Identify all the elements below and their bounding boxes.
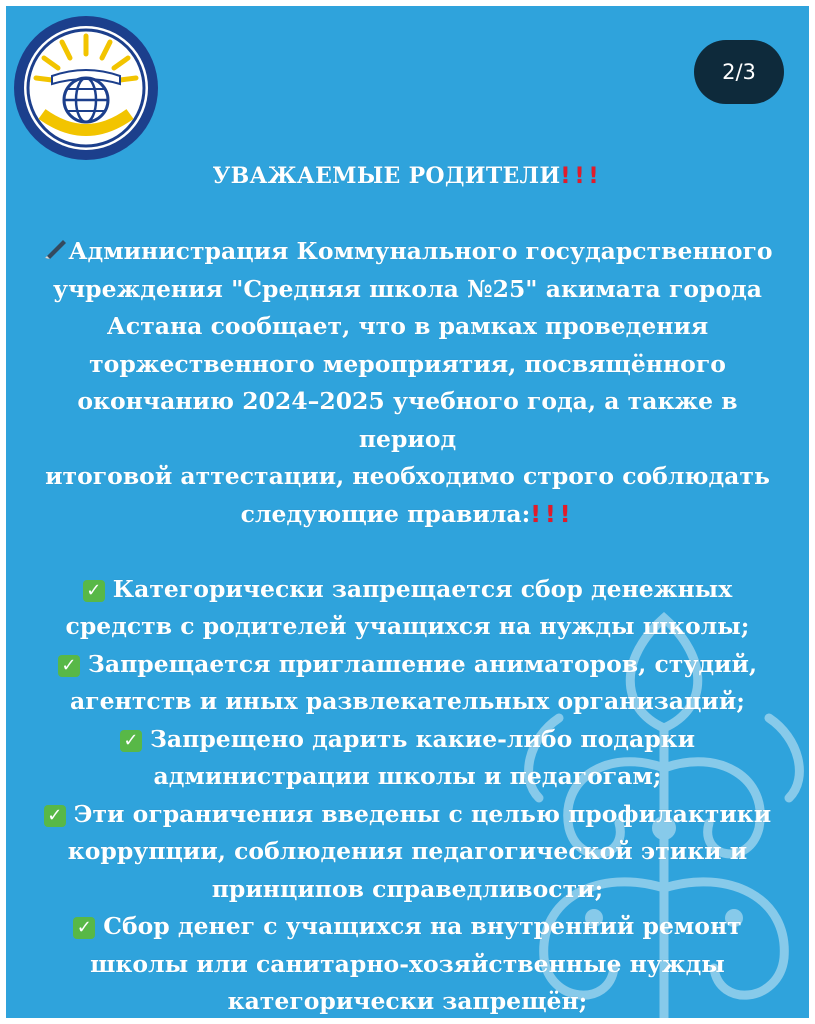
rules-list <box>26 571 789 1019</box>
rule-line: принципов справедливости; <box>211 874 604 903</box>
post-title-line <box>26 158 789 196</box>
intro-line: следующие правила:!!! <box>240 499 575 528</box>
rule-line: администрации школы и педагогам; <box>153 762 662 790</box>
school-logo <box>12 14 160 162</box>
rule-line: ✓ Категорически запрещается сбор денежных <box>26 571 789 609</box>
post-text <box>26 158 789 1018</box>
intro-line: итоговой аттестации, необходимо строго соблюдать <box>45 462 770 490</box>
check-mark-button-icon: ✓ <box>58 655 80 677</box>
rule-line: ✓ Запрещено дарить какие-либо подарки <box>26 721 789 759</box>
rule-line: ✓ Запрещается приглашение аниматоров, студий, <box>26 646 789 684</box>
exclamation-icon: !!! <box>560 164 603 189</box>
check-mark-button-icon: ✓ <box>73 917 95 939</box>
intro-line: Астана сообщает, что в рамках проведения <box>106 312 709 340</box>
rule-line: ✓ Эти ограничения введены с целью профилактики <box>26 796 789 834</box>
exclamation-icon: !!! <box>530 499 575 528</box>
intro-line: Администрация Коммунального государственного <box>26 233 789 271</box>
slide-counter-badge: 2/3 <box>694 40 784 104</box>
post-title: УВАЖАЕМЫЕ РОДИТЕЛИ <box>212 163 561 189</box>
rule-line: агентств и иных развлекательных организаций; <box>70 687 745 715</box>
intro-line: окончанию 2024–2025 учебного года, а также в период <box>77 387 738 453</box>
check-mark-button-icon: ✓ <box>44 805 66 827</box>
rule-line: ✓ Сбор денег с учащихся на внутренний ремонт <box>26 908 789 946</box>
instagram-post-image <box>6 6 809 1018</box>
intro-paragraph <box>26 233 789 533</box>
intro-line: учреждения "Средняя школа №25" акимата города <box>52 274 763 303</box>
pencil-icon <box>42 239 68 261</box>
rule-line: категорически запрещён; <box>227 987 588 1015</box>
intro-line: торжественного мероприятия, посвящённого <box>89 349 726 378</box>
rule-line: средств с родителей учащихся на нужды школы; <box>65 612 750 640</box>
check-mark-button-icon: ✓ <box>120 730 142 752</box>
check-mark-button-icon: ✓ <box>83 580 105 602</box>
rule-line: школы или санитарно-хозяйственные нужды <box>90 949 725 978</box>
rule-line: коррупции, соблюдения педагогической этики и <box>67 837 748 865</box>
